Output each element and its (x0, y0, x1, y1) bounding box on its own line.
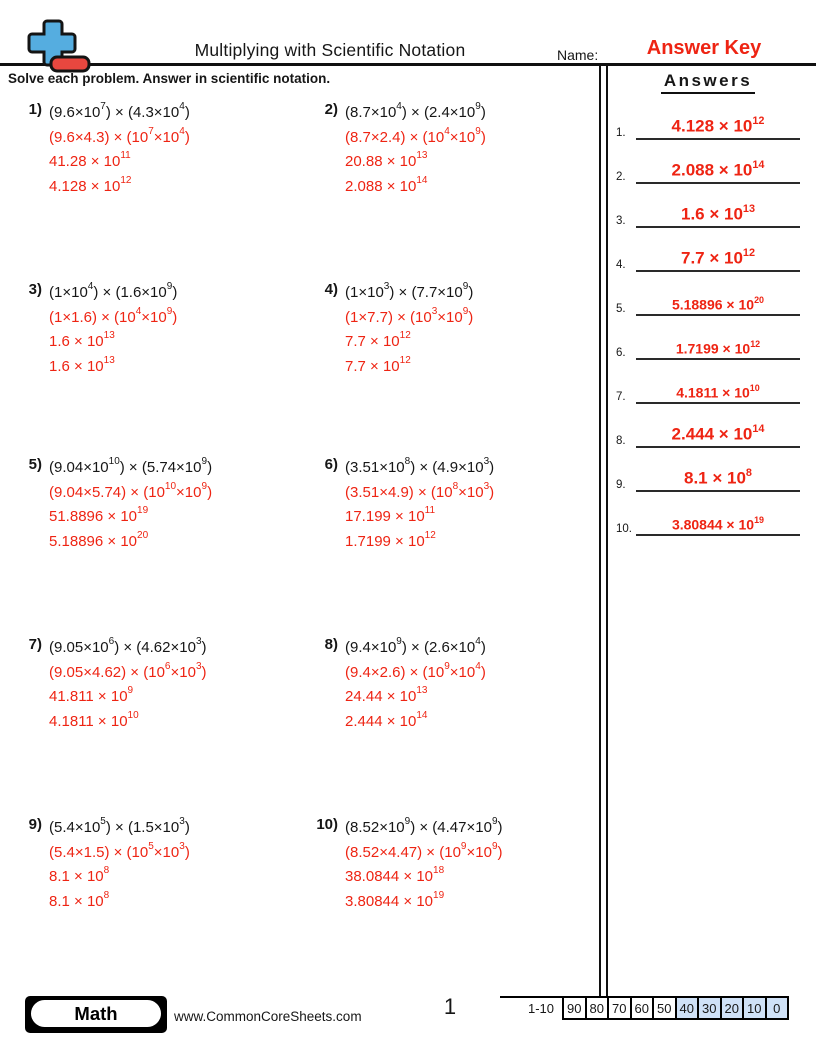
answer-row (612, 418, 804, 448)
problem-question: $(8.52\times 10^9) \times (4.47\times 10^9)$ (345, 816, 503, 836)
name-label: Name: (557, 47, 599, 63)
problem-work-line: $1.6 \times 10^{13}$ (49, 330, 115, 350)
problem-work-line: $38.0844 \times 10^{18}$ (345, 865, 445, 885)
problem-work-line: $4.128 \times 10^{12}$ (49, 174, 132, 195)
answer-value: $2.088 \times 10^{14}$ (636, 160, 800, 184)
answer-number: 8. (616, 435, 626, 447)
answer-row (612, 110, 804, 140)
problem-work-line: $24.44 \times 10^{13}$ (345, 685, 428, 705)
plus-minus-logo (26, 18, 92, 81)
problem-number: 9) (28, 816, 42, 833)
problem-lines (345, 456, 494, 554)
header-divider (0, 63, 816, 66)
problem-work-line: $3.80844 \times 10^{19}$ (345, 889, 445, 910)
answer-number: 10. (616, 523, 632, 535)
answers-column-divider (599, 63, 608, 997)
problem-block (310, 281, 473, 379)
problem-lines (345, 816, 503, 914)
minus-icon (51, 57, 89, 71)
answer-value: $2.444 \times 10^{14}$ (636, 424, 800, 448)
answer-row (612, 330, 804, 360)
answer-value: $1.6 \times 10^{13}$ (636, 204, 800, 228)
problem-lines (49, 456, 212, 554)
problem-work-line: $(8.7\times 2.4) \times (10^4\times 10^9)$ (345, 125, 486, 146)
problem-work-line: $7.7 \times 10^{12}$ (345, 330, 411, 350)
answer-number: 2. (616, 171, 626, 183)
name-value: Answer Key (646, 37, 762, 59)
problem-number: 8) (324, 636, 338, 653)
answer-number: 4. (616, 259, 626, 271)
page-title: Multiplying with Scientific Notation (194, 40, 466, 60)
grade-cell: 50 (652, 996, 677, 1020)
problem-number: 7) (28, 636, 42, 653)
problem-work-line: $51.8896 \times 10^{19}$ (49, 505, 149, 525)
grade-cell: 40 (675, 996, 700, 1020)
problem-lines (345, 101, 486, 199)
problem-work-line: $8.1 \times 10^8$ (49, 865, 110, 885)
problem-work-line: $(8.52\times 4.47) \times (10^9\times 10^9)$ (345, 840, 503, 861)
subject-badge-label: Math (31, 1000, 161, 1027)
grade-cell: 30 (697, 996, 722, 1020)
problem-work-line: $41.811 \times 10^9$ (49, 685, 134, 705)
grade-cell: 0 (765, 996, 790, 1020)
problem-question: $(9.6\times 10^7) \times (4.3\times 10^4)$ (49, 101, 190, 121)
problem-work-line: $41.28 \times 10^{11}$ (49, 150, 131, 170)
problem-work-line: $20.88 \times 10^{13}$ (345, 150, 428, 170)
problem-work-line: $1.6 \times 10^{13}$ (49, 354, 115, 375)
problem-work-line: $(9.05\times 4.62) \times (10^6\times 10^3)$ (49, 660, 207, 681)
problem-question: $(1\times 10^4) \times (1.6\times 10^9)$ (49, 281, 178, 301)
grade-cell: 60 (630, 996, 655, 1020)
grading-cells (562, 996, 789, 1020)
answers-heading: Answers (612, 71, 804, 91)
answer-row (612, 506, 804, 536)
problem-work-line: $2.088 \times 10^{14}$ (345, 174, 428, 195)
answer-number: 6. (616, 347, 626, 359)
problem-lines (345, 636, 486, 734)
answer-number: 9. (616, 479, 626, 491)
answer-number: 5. (616, 303, 626, 315)
answer-value: $5.18896 \times 10^{20}$ (636, 296, 800, 316)
problem-work-line: $(3.51\times 4.9) \times (10^8\times 10^3)$ (345, 480, 495, 501)
answer-row (612, 462, 804, 492)
grade-cell: 80 (585, 996, 610, 1020)
problem-work-line: $5.18896 \times 10^{20}$ (49, 529, 149, 550)
grade-cell: 90 (562, 996, 587, 1020)
problem-question: $(9.04\times 10^{10}) \times (5.74\times 10^9)$ (49, 456, 213, 476)
grading-strip (500, 996, 789, 1020)
problem-work-line: $(9.04\times 5.74) \times (10^{10}\times 10^9)$ (49, 480, 213, 501)
problem-number: 10) (316, 816, 338, 833)
problem-question: $(5.4\times 10^5) \times (1.5\times 10^3)$ (49, 816, 190, 836)
problem-work-line: $(5.4\times 1.5) \times (10^5\times 10^3)$ (49, 840, 190, 861)
problem-number: 1) (28, 101, 42, 118)
instructions: Solve each problem. Answer in scientific notation. (8, 71, 331, 86)
problem-block (14, 816, 190, 914)
answer-row (612, 242, 804, 272)
answer-number: 7. (616, 391, 626, 403)
problem-block (310, 816, 503, 914)
problem-number: 4) (324, 281, 338, 298)
grade-cell: 70 (607, 996, 632, 1020)
problem-block (310, 636, 486, 734)
problem-number: 2) (324, 101, 338, 118)
problem-work-line: $(1\times 7.7) \times (10^3\times 10^9)$ (345, 305, 474, 326)
answer-value: $4.128 \times 10^{12}$ (636, 116, 800, 140)
problem-number: 5) (28, 456, 42, 473)
problem-question: $(3.51\times 10^8) \times (4.9\times 10^3)$ (345, 456, 495, 476)
answer-number: 1. (616, 127, 626, 139)
grade-cell: 10 (742, 996, 767, 1020)
problem-question: $(8.7\times 10^4) \times (2.4\times 10^9)$ (345, 101, 486, 121)
plus-minus-logo-icon (26, 18, 92, 76)
website-url: www.CommonCoreSheets.com (174, 1009, 362, 1024)
problem-work-line: $1.7199 \times 10^{12}$ (345, 529, 436, 550)
problem-question: $(9.4\times 10^9) \times (2.6\times 10^4)$ (345, 636, 486, 656)
problem-lines (345, 281, 473, 379)
answer-value: $1.7199 \times 10^{12}$ (636, 340, 800, 360)
answer-value: $3.80844 \times 10^{19}$ (636, 516, 800, 536)
problem-lines (49, 636, 207, 734)
problem-question: $(1\times 10^3) \times (7.7\times 10^9)$ (345, 281, 474, 301)
problem-block (14, 101, 190, 199)
problem-work-line: $(9.4\times 2.6) \times (10^9\times 10^4)$ (345, 660, 486, 681)
problem-work-line: $8.1 \times 10^8$ (49, 889, 110, 910)
problem-lines (49, 281, 177, 379)
answer-value: $7.7 \times 10^{12}$ (636, 248, 800, 272)
page-number: 1 (443, 994, 457, 1019)
problem-question: $(9.05\times 10^6) \times (4.62\times 10^3)$ (49, 636, 207, 656)
problem-work-line: $2.444 \times 10^{14}$ (345, 709, 428, 730)
problem-number: 6) (324, 456, 338, 473)
grading-range-label: 1-10 (500, 996, 562, 1020)
answer-row (612, 154, 804, 184)
problem-work-line: $(9.6\times 4.3) \times (10^7\times 10^4)$ (49, 125, 190, 146)
problem-number: 3) (28, 281, 42, 298)
grade-cell: 20 (720, 996, 745, 1020)
answer-value: $8.1 \times 10^8$ (636, 468, 800, 492)
problem-lines (49, 101, 190, 199)
answer-value: $4.1811 \times 10^{10}$ (636, 384, 800, 404)
problem-block (310, 101, 486, 199)
answer-row (612, 286, 804, 316)
problem-block (14, 281, 177, 379)
problem-work-line: $4.1811 \times 10^{10}$ (49, 709, 139, 730)
problem-work-line: $(1\times 1.6) \times (10^4\times 10^9)$ (49, 305, 178, 326)
problem-work-line: $7.7 \times 10^{12}$ (345, 354, 411, 375)
answer-number: 3. (616, 215, 626, 227)
problem-lines (49, 816, 190, 914)
problem-block (310, 456, 494, 554)
answer-row (612, 198, 804, 228)
subject-badge (25, 996, 167, 1033)
problem-work-line: $17.199 \times 10^{11}$ (345, 505, 436, 525)
answer-row (612, 374, 804, 404)
problem-block (14, 456, 212, 554)
problem-block (14, 636, 207, 734)
